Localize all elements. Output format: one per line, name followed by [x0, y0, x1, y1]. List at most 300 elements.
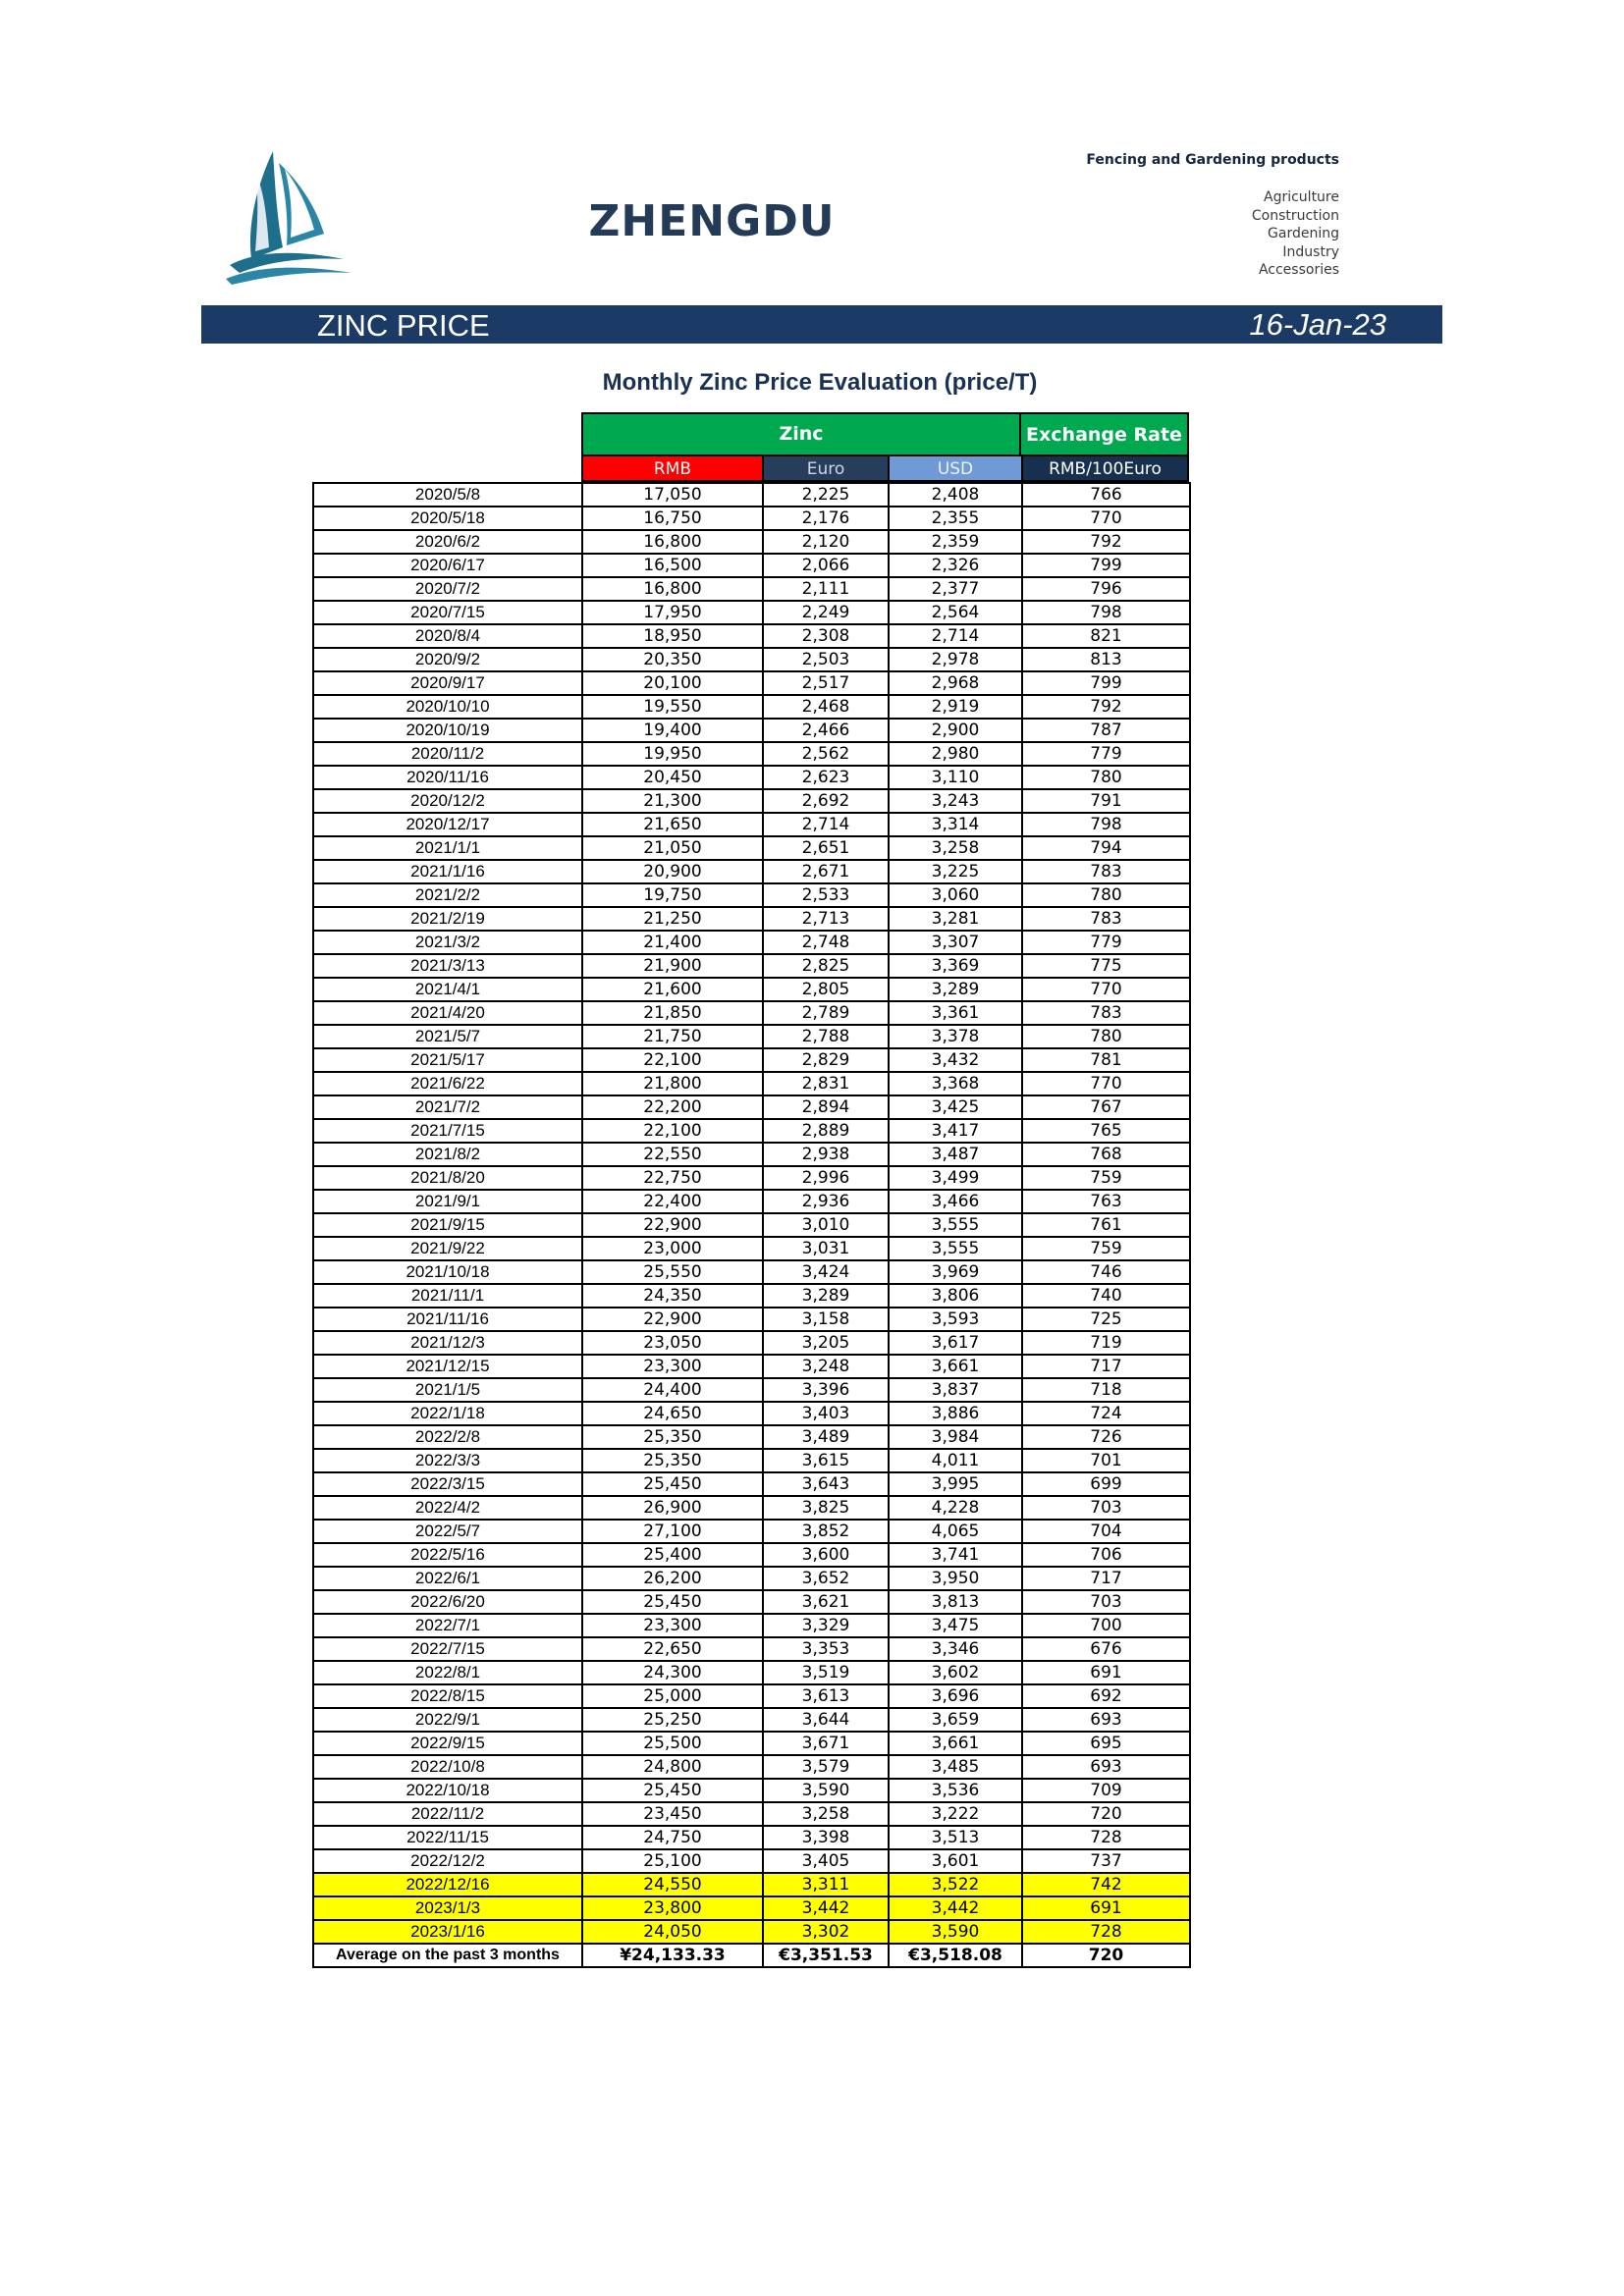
euro-cell: 3,329	[763, 1614, 889, 1637]
date-cell: 2021/5/7	[313, 1025, 582, 1048]
rmb-cell: 22,550	[582, 1143, 763, 1166]
rate-cell: 783	[1022, 907, 1190, 931]
rmb-cell: 21,750	[582, 1025, 763, 1048]
rmb-cell: 20,450	[582, 766, 763, 789]
rmb-cell: 21,250	[582, 907, 763, 931]
rmb-cell: 21,050	[582, 836, 763, 860]
table-row	[313, 1520, 1190, 1543]
rmb-cell: 24,550	[582, 1873, 763, 1896]
rmb-cell: 25,550	[582, 1260, 763, 1284]
rmb-cell: 22,750	[582, 1166, 763, 1190]
date-cell: 2023/1/3	[313, 1896, 582, 1920]
date-cell: 2020/10/10	[313, 695, 582, 719]
date-cell: 2022/8/1	[313, 1661, 582, 1684]
rmb-cell: 24,400	[582, 1378, 763, 1402]
average-rmb: ¥24,133.33	[582, 1944, 763, 1967]
date-cell: 2021/2/2	[313, 883, 582, 907]
rmb-cell: 22,200	[582, 1095, 763, 1119]
usd-cell: 3,886	[889, 1402, 1022, 1425]
euro-cell: 3,031	[763, 1237, 889, 1260]
table-row	[313, 1378, 1190, 1402]
rate-cell: 709	[1022, 1779, 1190, 1802]
average-euro: €3,351.53	[763, 1944, 889, 1967]
table-row	[313, 813, 1190, 836]
euro-cell: 2,789	[763, 1001, 889, 1025]
euro-cell: 3,852	[763, 1520, 889, 1543]
usd-cell: 3,110	[889, 766, 1022, 789]
usd-cell: 3,466	[889, 1190, 1022, 1213]
date-cell: 2021/7/15	[313, 1119, 582, 1143]
date-cell: 2021/11/16	[313, 1308, 582, 1331]
usd-cell: 2,355	[889, 507, 1022, 530]
euro-cell: 2,714	[763, 813, 889, 836]
rate-cell: 726	[1022, 1425, 1190, 1449]
date-cell: 2022/4/2	[313, 1496, 582, 1520]
euro-cell: 3,398	[763, 1826, 889, 1849]
table-row	[313, 624, 1190, 648]
date-cell: 2021/12/3	[313, 1331, 582, 1355]
rate-cell: 692	[1022, 1684, 1190, 1708]
euro-cell: 2,996	[763, 1166, 889, 1190]
usd-cell: 3,661	[889, 1355, 1022, 1378]
rmb-cell: 23,300	[582, 1614, 763, 1637]
table-row	[313, 483, 1190, 507]
date-cell: 2021/9/1	[313, 1190, 582, 1213]
rate-cell: 765	[1022, 1119, 1190, 1143]
rate-cell: 766	[1022, 483, 1190, 507]
rate-cell: 691	[1022, 1896, 1190, 1920]
rate-cell: 717	[1022, 1567, 1190, 1590]
table-row	[313, 1567, 1190, 1590]
date-cell: 2021/12/15	[313, 1355, 582, 1378]
table-row	[313, 1166, 1190, 1190]
rate-cell: 783	[1022, 1001, 1190, 1025]
euro-cell: 3,442	[763, 1896, 889, 1920]
table-row	[313, 1732, 1190, 1755]
table-row	[313, 978, 1190, 1001]
table-row	[313, 1190, 1190, 1213]
rate-cell: 796	[1022, 577, 1190, 601]
usd-cell: 2,564	[889, 601, 1022, 624]
table-row	[313, 1025, 1190, 1048]
euro-cell: 3,302	[763, 1920, 889, 1944]
table-row	[313, 719, 1190, 742]
table-row	[313, 931, 1190, 954]
rate-cell: 693	[1022, 1708, 1190, 1732]
euro-cell: 3,158	[763, 1308, 889, 1331]
rate-cell: 719	[1022, 1331, 1190, 1355]
date-cell: 2022/3/15	[313, 1472, 582, 1496]
euro-cell: 3,579	[763, 1755, 889, 1779]
euro-cell: 3,825	[763, 1496, 889, 1520]
rmb-cell: 16,500	[582, 554, 763, 577]
rmb-cell: 25,450	[582, 1472, 763, 1496]
usd-cell: 3,601	[889, 1849, 1022, 1873]
euro-cell: 2,111	[763, 577, 889, 601]
euro-cell: 3,405	[763, 1849, 889, 1873]
banner-title: ZINC PRICE	[317, 308, 490, 343]
rmb-cell: 25,000	[582, 1684, 763, 1708]
usd-cell: 3,258	[889, 836, 1022, 860]
rmb-cell: 17,050	[582, 483, 763, 507]
rmb-cell: 22,100	[582, 1119, 763, 1143]
euro-cell: 3,248	[763, 1355, 889, 1378]
date-cell: 2021/11/1	[313, 1284, 582, 1308]
table-row	[313, 695, 1190, 719]
euro-cell: 2,938	[763, 1143, 889, 1166]
usd-cell: 3,513	[889, 1826, 1022, 1849]
euro-cell: 2,825	[763, 954, 889, 978]
date-cell: 2020/5/18	[313, 507, 582, 530]
table-row	[313, 1543, 1190, 1567]
rmb-cell: 25,450	[582, 1590, 763, 1614]
euro-cell: 2,225	[763, 483, 889, 507]
euro-cell: 2,671	[763, 860, 889, 883]
euro-cell: 2,176	[763, 507, 889, 530]
date-cell: 2020/11/16	[313, 766, 582, 789]
usd-cell: 2,326	[889, 554, 1022, 577]
euro-cell: 2,503	[763, 648, 889, 671]
rmb-cell: 20,900	[582, 860, 763, 883]
date-cell: 2021/3/2	[313, 931, 582, 954]
rmb-cell: 27,100	[582, 1520, 763, 1543]
rate-cell: 691	[1022, 1661, 1190, 1684]
rate-cell: 813	[1022, 648, 1190, 671]
rate-cell: 780	[1022, 766, 1190, 789]
table-row	[313, 860, 1190, 883]
date-cell: 2021/8/20	[313, 1166, 582, 1190]
rate-cell: 737	[1022, 1849, 1190, 1873]
euro-cell: 2,120	[763, 530, 889, 554]
table-row	[313, 1708, 1190, 1732]
date-cell: 2022/7/15	[313, 1637, 582, 1661]
table-row	[313, 1119, 1190, 1143]
rate-cell: 775	[1022, 954, 1190, 978]
date-cell: 2022/12/16	[313, 1873, 582, 1896]
usd-cell: 3,617	[889, 1331, 1022, 1355]
rate-cell: 799	[1022, 671, 1190, 695]
rmb-cell: 21,400	[582, 931, 763, 954]
rmb-cell: 24,750	[582, 1826, 763, 1849]
date-cell: 2021/8/2	[313, 1143, 582, 1166]
date-cell: 2021/1/5	[313, 1378, 582, 1402]
table-row	[313, 1402, 1190, 1425]
rmb-cell: 25,450	[582, 1779, 763, 1802]
date-cell: 2022/10/18	[313, 1779, 582, 1802]
euro-cell: 2,533	[763, 883, 889, 907]
rmb-cell: 23,050	[582, 1331, 763, 1355]
table-row	[313, 1849, 1190, 1873]
table-row	[313, 1873, 1190, 1896]
usd-cell: 3,813	[889, 1590, 1022, 1614]
rmb-cell: 20,350	[582, 648, 763, 671]
usd-cell: 3,661	[889, 1732, 1022, 1755]
usd-cell: 3,425	[889, 1095, 1022, 1119]
table-row	[313, 742, 1190, 766]
rate-cell: 780	[1022, 1025, 1190, 1048]
date-cell: 2022/11/2	[313, 1802, 582, 1826]
rate-cell: 703	[1022, 1496, 1190, 1520]
rmb-cell: 19,550	[582, 695, 763, 719]
usd-cell: 3,984	[889, 1425, 1022, 1449]
rmb-cell: 25,350	[582, 1449, 763, 1472]
euro-cell: 2,805	[763, 978, 889, 1001]
date-cell: 2021/9/22	[313, 1237, 582, 1260]
rate-cell: 706	[1022, 1543, 1190, 1567]
date-cell: 2020/6/17	[313, 554, 582, 577]
rmb-cell: 21,800	[582, 1072, 763, 1095]
rate-cell: 720	[1022, 1802, 1190, 1826]
rate-cell: 779	[1022, 742, 1190, 766]
usd-cell: 3,659	[889, 1708, 1022, 1732]
date-cell: 2021/3/13	[313, 954, 582, 978]
zinc-price-table	[312, 482, 1191, 1968]
euro-cell: 2,517	[763, 671, 889, 695]
rate-cell: 703	[1022, 1590, 1190, 1614]
euro-cell: 3,671	[763, 1732, 889, 1755]
rate-cell: 791	[1022, 789, 1190, 813]
table-row	[313, 554, 1190, 577]
table-row	[313, 1684, 1190, 1708]
category-item: Gardening	[1268, 226, 1339, 242]
euro-cell: 3,600	[763, 1543, 889, 1567]
rate-cell: 759	[1022, 1166, 1190, 1190]
exchange-group-header: Exchange Rate	[1021, 412, 1189, 456]
rate-cell: 699	[1022, 1472, 1190, 1496]
category-list	[1252, 188, 1339, 280]
usd-cell: 3,222	[889, 1802, 1022, 1826]
rate-cell: 794	[1022, 836, 1190, 860]
table-row	[313, 1425, 1190, 1449]
date-cell: 2022/6/20	[313, 1590, 582, 1614]
usd-cell: 3,432	[889, 1048, 1022, 1072]
zinc-group-header: Zinc	[581, 412, 1021, 456]
table-row	[313, 1001, 1190, 1025]
rmb-cell: 18,950	[582, 624, 763, 648]
euro-cell: 3,489	[763, 1425, 889, 1449]
table-row	[313, 507, 1190, 530]
rmb-cell: 16,800	[582, 530, 763, 554]
euro-cell: 3,590	[763, 1779, 889, 1802]
usd-cell: 3,369	[889, 954, 1022, 978]
usd-cell: 3,307	[889, 931, 1022, 954]
usd-cell: 3,837	[889, 1378, 1022, 1402]
rmb-cell: 24,350	[582, 1284, 763, 1308]
usd-cell: 3,442	[889, 1896, 1022, 1920]
table-row	[313, 1826, 1190, 1849]
date-cell: 2023/1/16	[313, 1920, 582, 1944]
table-row	[313, 577, 1190, 601]
rmb-cell: 25,500	[582, 1732, 763, 1755]
rate-cell: 742	[1022, 1873, 1190, 1896]
category-item: Agriculture	[1264, 189, 1339, 205]
date-cell: 2022/3/3	[313, 1449, 582, 1472]
rmb-cell: 16,750	[582, 507, 763, 530]
rmb-cell: 22,900	[582, 1213, 763, 1237]
usd-cell: 3,555	[889, 1213, 1022, 1237]
rmb-cell: 24,800	[582, 1755, 763, 1779]
average-label: Average on the past 3 months	[313, 1944, 582, 1967]
usd-cell: 3,602	[889, 1661, 1022, 1684]
euro-cell: 2,623	[763, 766, 889, 789]
table-row	[313, 1637, 1190, 1661]
euro-cell: 2,651	[763, 836, 889, 860]
table-row	[313, 1308, 1190, 1331]
rmb-cell: 21,600	[582, 978, 763, 1001]
usd-cell: 2,978	[889, 648, 1022, 671]
euro-cell: 2,562	[763, 742, 889, 766]
table-row	[313, 1449, 1190, 1472]
rate-column-header: RMB/100Euro	[1021, 456, 1189, 482]
usd-cell: 3,243	[889, 789, 1022, 813]
rmb-cell: 26,900	[582, 1496, 763, 1520]
date-cell: 2020/12/17	[313, 813, 582, 836]
rmb-cell: 20,100	[582, 671, 763, 695]
usd-cell: 3,806	[889, 1284, 1022, 1308]
rmb-column-header: RMB	[581, 456, 762, 482]
euro-cell: 2,249	[763, 601, 889, 624]
title-banner	[201, 305, 1442, 344]
euro-cell: 3,289	[763, 1284, 889, 1308]
rate-cell: 787	[1022, 719, 1190, 742]
usd-cell: 3,346	[889, 1637, 1022, 1661]
rate-cell: 693	[1022, 1755, 1190, 1779]
rmb-cell: 19,400	[582, 719, 763, 742]
date-cell: 2022/5/7	[313, 1520, 582, 1543]
euro-cell: 3,396	[763, 1378, 889, 1402]
table-row	[313, 1284, 1190, 1308]
usd-cell: 2,714	[889, 624, 1022, 648]
table-row	[313, 789, 1190, 813]
rmb-cell: 23,000	[582, 1237, 763, 1260]
date-cell: 2021/4/1	[313, 978, 582, 1001]
euro-cell: 3,258	[763, 1802, 889, 1826]
rate-cell: 770	[1022, 1072, 1190, 1095]
rate-cell: 728	[1022, 1920, 1190, 1944]
table-row	[313, 1331, 1190, 1355]
rate-cell: 724	[1022, 1402, 1190, 1425]
euro-cell: 3,205	[763, 1331, 889, 1355]
rate-cell: 740	[1022, 1284, 1190, 1308]
euro-cell: 2,889	[763, 1119, 889, 1143]
date-cell: 2022/11/15	[313, 1826, 582, 1849]
euro-cell: 3,652	[763, 1567, 889, 1590]
rmb-cell: 23,800	[582, 1896, 763, 1920]
rate-cell: 728	[1022, 1826, 1190, 1849]
rate-cell: 821	[1022, 624, 1190, 648]
rate-cell: 798	[1022, 813, 1190, 836]
date-cell: 2020/5/8	[313, 483, 582, 507]
date-cell: 2020/9/2	[313, 648, 582, 671]
rate-cell: 792	[1022, 530, 1190, 554]
date-cell: 2022/10/8	[313, 1755, 582, 1779]
rmb-cell: 19,750	[582, 883, 763, 907]
rate-cell: 779	[1022, 931, 1190, 954]
rate-cell: 717	[1022, 1355, 1190, 1378]
date-cell: 2022/1/18	[313, 1402, 582, 1425]
table-row	[313, 766, 1190, 789]
euro-cell: 2,936	[763, 1190, 889, 1213]
usd-cell: 3,499	[889, 1166, 1022, 1190]
rate-cell: 792	[1022, 695, 1190, 719]
category-item: Industry	[1282, 243, 1339, 260]
rate-cell: 799	[1022, 554, 1190, 577]
euro-column-header: Euro	[762, 456, 888, 482]
date-cell: 2021/1/1	[313, 836, 582, 860]
euro-cell: 2,788	[763, 1025, 889, 1048]
euro-cell: 2,308	[763, 624, 889, 648]
table-row	[313, 1920, 1190, 1944]
euro-cell: 2,748	[763, 931, 889, 954]
table-row	[313, 907, 1190, 931]
usd-cell: 3,536	[889, 1779, 1022, 1802]
rate-cell: 725	[1022, 1308, 1190, 1331]
rate-cell: 770	[1022, 507, 1190, 530]
rate-cell: 761	[1022, 1213, 1190, 1237]
rmb-cell: 25,100	[582, 1849, 763, 1873]
usd-cell: 3,741	[889, 1543, 1022, 1567]
rmb-cell: 22,400	[582, 1190, 763, 1213]
euro-cell: 2,713	[763, 907, 889, 931]
euro-cell: 3,403	[763, 1402, 889, 1425]
rmb-cell: 22,100	[582, 1048, 763, 1072]
rate-cell: 770	[1022, 978, 1190, 1001]
rmb-cell: 25,400	[582, 1543, 763, 1567]
usd-cell: 3,995	[889, 1472, 1022, 1496]
usd-cell: 3,555	[889, 1237, 1022, 1260]
rmb-cell: 23,300	[582, 1355, 763, 1378]
table-row	[313, 1260, 1190, 1284]
sailboat-logo-icon	[226, 149, 353, 287]
rate-cell: 759	[1022, 1237, 1190, 1260]
date-cell: 2020/11/2	[313, 742, 582, 766]
rate-cell: 767	[1022, 1095, 1190, 1119]
rmb-cell: 24,300	[582, 1661, 763, 1684]
date-cell: 2022/12/2	[313, 1849, 582, 1873]
table-row	[313, 1496, 1190, 1520]
table-body	[313, 483, 1190, 1944]
usd-cell: 2,408	[889, 483, 1022, 507]
table-row	[313, 1472, 1190, 1496]
table-row	[313, 883, 1190, 907]
date-cell: 2022/2/8	[313, 1425, 582, 1449]
euro-cell: 3,311	[763, 1873, 889, 1896]
date-cell: 2021/10/18	[313, 1260, 582, 1284]
usd-cell: 2,919	[889, 695, 1022, 719]
table-row	[313, 1614, 1190, 1637]
rmb-cell: 21,650	[582, 813, 763, 836]
euro-cell: 2,692	[763, 789, 889, 813]
table-row	[313, 601, 1190, 624]
date-cell: 2022/9/1	[313, 1708, 582, 1732]
date-cell: 2020/8/4	[313, 624, 582, 648]
rmb-cell: 25,250	[582, 1708, 763, 1732]
table-row	[313, 1237, 1190, 1260]
rmb-cell: 26,200	[582, 1567, 763, 1590]
rate-cell: 700	[1022, 1614, 1190, 1637]
date-cell: 2020/9/17	[313, 671, 582, 695]
rate-cell: 695	[1022, 1732, 1190, 1755]
usd-cell: 3,378	[889, 1025, 1022, 1048]
table-row	[313, 1779, 1190, 1802]
rate-cell: 746	[1022, 1260, 1190, 1284]
rmb-cell: 24,050	[582, 1920, 763, 1944]
usd-cell: 2,980	[889, 742, 1022, 766]
usd-cell: 3,696	[889, 1684, 1022, 1708]
rate-cell: 781	[1022, 1048, 1190, 1072]
rate-cell: 798	[1022, 601, 1190, 624]
date-cell: 2022/5/16	[313, 1543, 582, 1567]
